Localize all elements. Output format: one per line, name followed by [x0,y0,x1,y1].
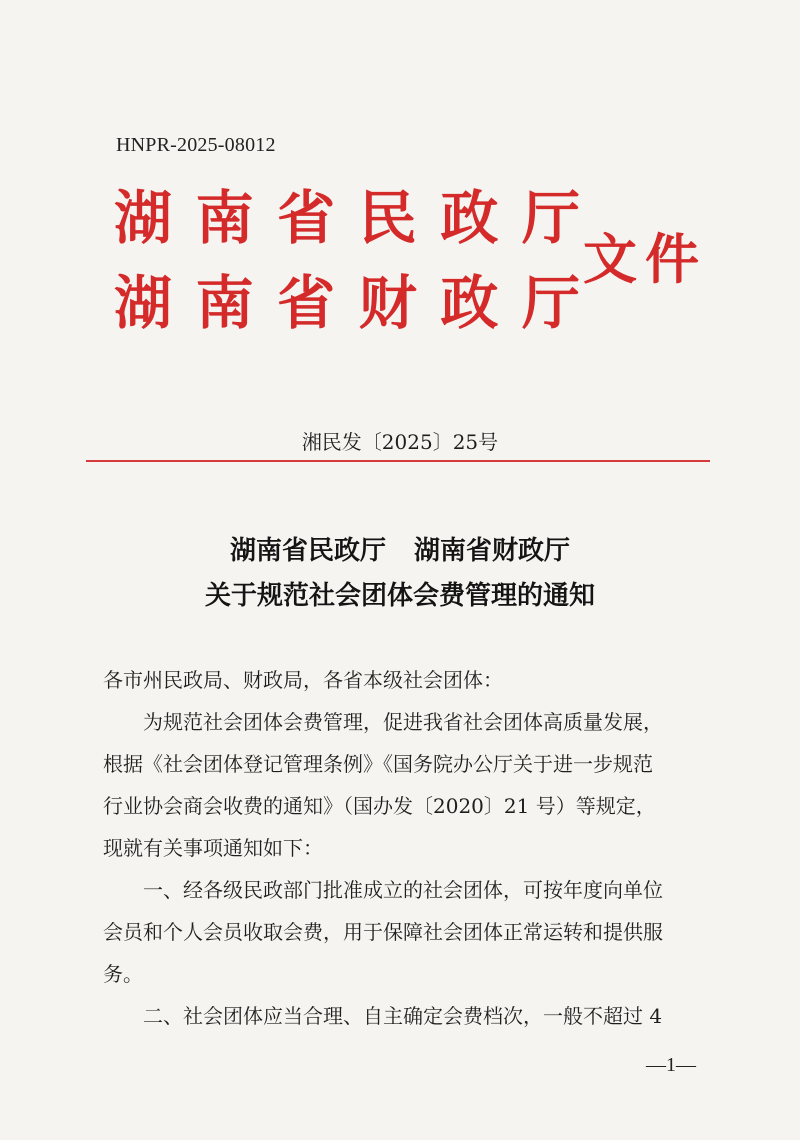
issuer-char: 财 [358,269,417,337]
paragraph-line: 二、社会团体应当合理、自主确定会费档次，一般不超过 4 [103,1004,663,1028]
issuer-char: 厅 [521,184,580,252]
issuer-char: 南 [195,269,254,337]
issuer-line-finance [112,269,582,337]
issuer-char: 湖 [113,269,172,337]
paragraph-line: 为规范社会团体会费管理，促进我省社会团体高质量发展， [103,710,663,734]
issuer-line-civil-affairs [112,184,582,252]
issuer-char: 民 [358,184,417,252]
document-number: 湘民发〔2025〕25号 [301,430,499,454]
paragraph-line: 会员和个人会员收取会费，用于保障社会团体正常运转和提供服 [103,920,663,944]
paragraph-line: 根据《社会团体登记管理条例》《国务院办公厅关于进一步规范 [103,752,653,776]
addressee: 各市州民政局、财政局，各省本级社会团体： [103,668,503,692]
issuer-char: 省 [277,184,336,252]
document-code: HNPR-2025-08012 [116,134,276,156]
document-title-line2: 关于规范社会团体会费管理的通知 [204,581,595,611]
paragraph-line: 务。 [103,962,143,986]
document-label: 文件 [583,227,707,291]
title-issuer-right: 湖南省财政厅 [414,536,571,566]
issuer-char: 南 [195,184,254,252]
issuer-char: 湖 [113,184,172,252]
issuer-char: 政 [440,269,499,337]
title-issuer-left: 湖南省民政厅 [229,536,386,566]
red-divider [86,460,710,462]
issuer-char: 省 [277,269,336,337]
issuer-char: 政 [440,184,499,252]
paragraph-line: 一、经各级民政部门批准成立的社会团体，可按年度向单位 [103,878,663,902]
issuer-char: 厅 [521,269,580,337]
paragraph-line: 现就有关事项通知如下： [103,836,323,860]
paragraph-line: 行业协会商会收费的通知》（国办发〔2020〕21 号）等规定， [103,794,656,818]
page-number: —1— [646,1054,696,1076]
document-title-line1 [0,530,800,567]
